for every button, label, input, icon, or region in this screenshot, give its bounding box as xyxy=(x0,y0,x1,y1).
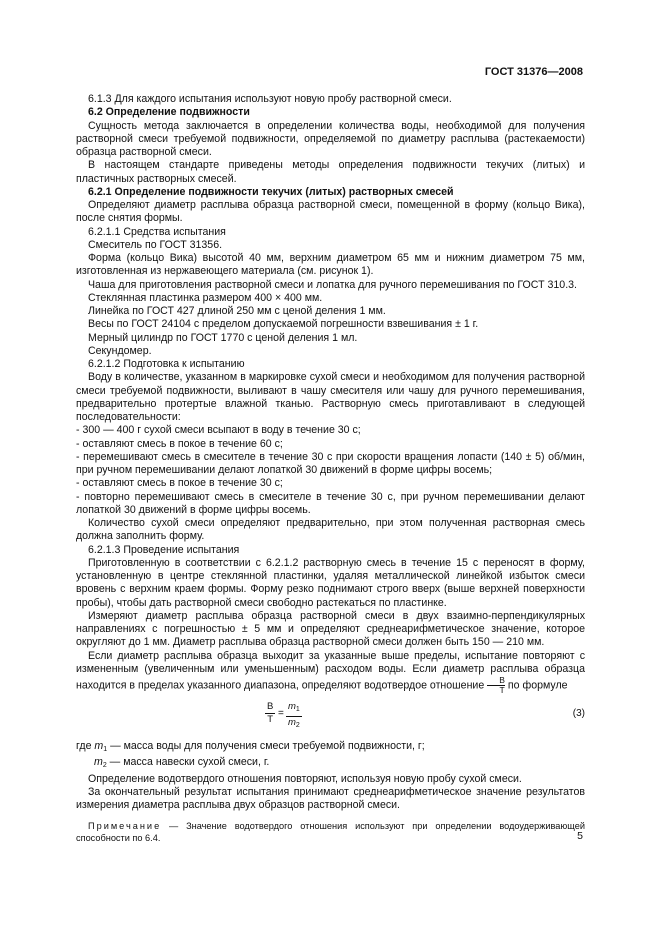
note xyxy=(76,820,585,844)
paragraph-repeat-ratio: Определение водотвердого отношения повторяют, используя новую пробу сухой смеси. xyxy=(88,772,522,785)
formula-rhs-top: $m_1$ xyxy=(286,701,302,717)
formula-number: (3) xyxy=(572,708,585,719)
equipment-item: Мерный цилиндр по ГОСТ 1770 с ценой деления 1 мл. xyxy=(88,331,358,344)
formula-lhs-bottom: Т xyxy=(267,714,274,725)
where-line-1: где $m_1$ — масса воды для получения смеси требуемой подвижности, г; xyxy=(76,740,425,753)
paragraph-measurement: Измеряют диаметр расплыва образца растворной смеси в двух взаимно-перпендикулярных направлениях с погрешностью ± 5 мм и определяют среднеарифметическое значение, которое округляют до 1 мм. Диаметр расплыва образца растворной смеси должен быть 150 — 210 мм. xyxy=(76,609,585,649)
formula-lhs-fraction xyxy=(265,701,275,726)
equipment-item: Форма (кольцо Вика) высотой 40 мм, верхним диаметром 65 мм и нижним диаметром 75 мм, изготовленная из нержавеющего материала (см. рисунок 1). xyxy=(76,252,585,278)
equipment-item: Линейка по ГОСТ 427 длиной 250 мм с ценой деления 1 мм. xyxy=(88,305,386,317)
equipment-item: Смеситель по ГОСТ 31356. xyxy=(88,238,223,251)
subheading-6-2-1-1: 6.2.1.1 Средства испытания xyxy=(88,225,226,238)
paragraph-final-result: За окончательный результат испытания принимают среднеарифметическое значение результатов измерения диаметра расплыва двух образцов растворной смеси. xyxy=(76,785,585,811)
heading-6-2: 6.2 Определение подвижности xyxy=(88,106,250,119)
list-item: - 300 — 400 г сухой смеси всыпают в воду в течение 30 с; xyxy=(76,424,361,437)
repeat-test-tail: по формуле xyxy=(507,679,568,692)
list-item: - оставляют смесь в покое в течение 30 с; xyxy=(76,477,283,490)
inline-fraction-bt xyxy=(487,676,505,695)
repeat-test-text: Если диаметр расплыва образца выходит за указанные выше пределы, испытание повторяют с измененным (увеличенным или уменьшенным) расходом воды. Если диаметр расплыва образца находится в пределах указанного диапазона, определяют водотвердое отношение xyxy=(76,649,585,692)
paragraph-test-procedure: Приготовленную в соответствии с 6.2.1.2 растворную смесь в течение 15 с переносят в форму, установленную в центре стеклянной пластинки, удаляя металлической линейкой избыток смеси вровень с верхним краем формы. Форму резко поднимают строго вверх (выше верхней поверхности пробы), чтобы дать растворной смеси свободно растекаться по пластинке. xyxy=(76,556,585,609)
paragraph-preparation: Воду в количестве, указанном в маркировке сухой смеси и необходимом для получения растворной смеси требуемой подвижности, выливают в чашу смесителя или чашу для ручного перемешивания, предварительно протертые влажной тканью. Растворную смесь приготавливают в следующей последовательности: xyxy=(76,371,585,423)
page-number: 5 xyxy=(577,830,583,842)
document-body xyxy=(76,93,585,844)
heading-6-2-1: 6.2.1 Определение подвижности текучих (литых) растворных смесей xyxy=(88,185,454,198)
equipment-item: Секундомер. xyxy=(88,344,152,357)
where-line-2: $m_2$ — масса навески сухой смеси, г. xyxy=(94,756,270,770)
paragraph-methods-scope: В настоящем стандарте приведены методы определения подвижности текучих (литых) и пластичных растворных смесей. xyxy=(76,159,585,185)
document-code: ГОСТ 31376—2008 xyxy=(484,66,583,78)
paragraph-method-essence: Сущность метода заключается в определении количества воды, необходимой для получения растворной смеси требуемой подвижности, определяемой по диаметру расплыва (растекаемости) образца растворной смеси. xyxy=(76,119,585,158)
list-item: - оставляют смесь в покое в течение 60 с; xyxy=(76,437,283,450)
inline-frac-bottom: Т xyxy=(499,685,505,695)
paragraph-repeat-test xyxy=(76,650,585,696)
paragraph-dry-mix-amount: Количество сухой смеси определяют предварительно, при этом полученная растворная смесь должна заполнить форму. xyxy=(76,517,585,543)
paragraph-method-summary: Определяют диаметр расплыва образца растворной смеси, помещенной в форму (кольцо Вика), после снятия формы. xyxy=(76,199,585,225)
inline-frac-top: В xyxy=(487,676,505,686)
note-text: — Значение водотвердого отношения используют при определении водоудерживающей способности по 6.4. xyxy=(76,821,585,844)
list-item: - перемешивают смесь в смесителе в течение 30 с при скорости вращения лопасти (140 ± 5) об/мин, при ручном перемешивании делают лопаткой 30 движений в форме цифры восемь; xyxy=(76,450,585,476)
formula-lhs-top: В xyxy=(267,701,274,712)
formula-equals: = xyxy=(278,708,284,719)
note-label: Примечание xyxy=(88,821,162,832)
paragraph-6-1-3: 6.1.3 Для каждого испытания используют новую пробу растворной смеси. xyxy=(88,93,452,105)
formula-rhs-bottom: $m_2$ xyxy=(288,717,300,729)
equipment-item: Чаша для приготовления растворной смеси и лопатка для ручного перемешивания по ГОСТ 310.3. xyxy=(88,278,577,291)
equipment-item: Весы по ГОСТ 24104 с пределом допускаемой погрешности взвешивания ± 1 г. xyxy=(88,318,479,331)
list-item: - повторно перемешивают смесь в смесителе в течение 30 с, при ручном перемешивании делают лопаткой 30 движений в форме цифры восемь. xyxy=(76,490,585,516)
equipment-item: Стеклянная пластинка размером 400 × 400 мм. xyxy=(88,291,323,304)
formula-rhs-fraction xyxy=(286,701,302,732)
formula-3 xyxy=(76,698,585,738)
subheading-6-2-1-2: 6.2.1.2 Подготовка к испытанию xyxy=(88,358,245,370)
subheading-6-2-1-3: 6.2.1.3 Проведение испытания xyxy=(88,543,240,556)
